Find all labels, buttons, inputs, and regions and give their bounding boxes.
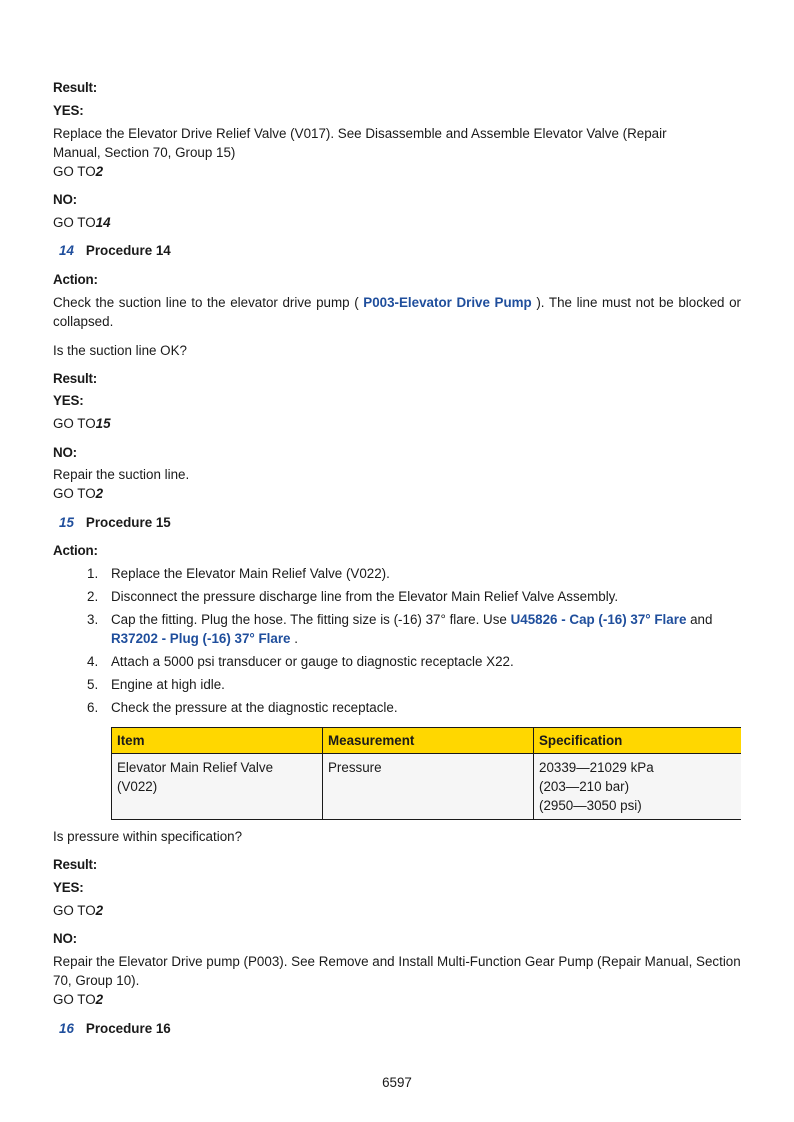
goto-text: GO TO <box>53 164 96 179</box>
no-instruction: Repair the suction line. <box>53 467 190 482</box>
goto-line <box>53 213 111 232</box>
yes-label: YES: <box>53 393 84 408</box>
goto-text: GO TO <box>53 486 96 501</box>
procedure-title: Procedure 16 <box>85 1021 171 1036</box>
table-header: Item <box>112 728 323 754</box>
goto-line <box>53 901 103 920</box>
procedure-15-heading <box>59 513 171 532</box>
procedure-title: Procedure 15 <box>85 515 171 530</box>
no-label: NO: <box>53 931 77 946</box>
page-number: 6597 <box>382 1075 412 1090</box>
result-label: Result: <box>53 371 97 386</box>
goto-line <box>53 484 103 503</box>
goto-step-link[interactable]: 2 <box>95 164 104 179</box>
plug-link[interactable]: R37202 - Plug (-16) 37° Flare <box>111 631 291 646</box>
table-header: Measurement <box>323 728 534 754</box>
cap-link[interactable]: U45826 - Cap (-16) 37° Flare <box>510 612 687 627</box>
goto-step-link[interactable]: 2 <box>95 903 104 918</box>
step-item: 4. Attach a 5000 psi transducer or gauge to diagnostic receptacle X22. <box>87 654 514 669</box>
procedure-16-heading <box>59 1019 171 1038</box>
step-item: 6. Check the pressure at the diagnostic receptacle. <box>87 700 398 715</box>
table-cell-item: Elevator Main Relief Valve (V022) <box>112 754 323 820</box>
procedure-14-heading <box>59 241 171 260</box>
goto-text: GO TO <box>53 416 96 431</box>
goto-text: GO TO <box>53 903 96 918</box>
question-text: Is the suction line OK? <box>53 343 187 358</box>
step-item: 3. Cap the fitting. Plug the hose. The fitting size is (-16) 37° flare. Use U45826 - Cap (-16) 37° Flare and R37202 - Plug (-16) 37° Flare . <box>87 612 713 646</box>
table-cell-spec: 20339—21029 kPa (203—210 bar) (2950—3050 psi) <box>534 754 742 820</box>
goto-line <box>53 162 103 181</box>
pump-link[interactable]: P003-Elevator Drive Pump <box>363 295 532 310</box>
steps-list <box>53 564 741 721</box>
procedure-title: Procedure 14 <box>85 243 171 258</box>
procedure-number: 14 <box>59 243 74 258</box>
goto-line <box>53 990 103 1009</box>
table-header: Specification <box>534 728 742 754</box>
no-label: NO: <box>53 192 77 207</box>
goto-step-link[interactable]: 2 <box>95 486 104 501</box>
table-row <box>112 754 742 820</box>
goto-step-link[interactable]: 15 <box>95 416 111 431</box>
procedure-number: 16 <box>59 1021 74 1036</box>
procedure-number: 15 <box>59 515 74 530</box>
yes-label: YES: <box>53 103 84 118</box>
result-label: Result: <box>53 857 97 872</box>
yes-label: YES: <box>53 880 84 895</box>
action-label: Action: <box>53 543 98 558</box>
goto-line <box>53 414 111 433</box>
question-text: Is pressure within specification? <box>53 829 243 844</box>
goto-step-link[interactable]: 14 <box>95 215 111 230</box>
table-cell-measurement: Pressure <box>323 754 534 820</box>
goto-step-link[interactable]: 2 <box>95 992 104 1007</box>
step-item: 5. Engine at high idle. <box>87 677 225 692</box>
action-label: Action: <box>53 272 98 287</box>
result-label: Result: <box>53 80 97 95</box>
no-label: NO: <box>53 445 77 460</box>
goto-text: GO TO <box>53 215 96 230</box>
yes-instruction: Replace the Elevator Drive Relief Valve (V017). See Disassemble and Assemble Elevator Valve (Repair Manual, Section 70, Group 15) <box>53 126 667 160</box>
action-text: Check the suction line to the elevator drive pump ( P003-Elevator Drive Pump ). The line must not be blocked or collapsed. <box>53 295 742 329</box>
specification-table <box>111 727 741 820</box>
goto-text: GO TO <box>53 992 96 1007</box>
no-instruction: Repair the Elevator Drive pump (P003). See Remove and Install Multi-Function Gear Pump (Repair Manual, Section 70, Group 10). <box>53 954 741 988</box>
step-item: 2. Disconnect the pressure discharge line from the Elevator Main Relief Valve Assembly. <box>87 589 619 604</box>
step-item: 1. Replace the Elevator Main Relief Valve (V022). <box>87 566 390 581</box>
table-header-row <box>112 728 742 754</box>
